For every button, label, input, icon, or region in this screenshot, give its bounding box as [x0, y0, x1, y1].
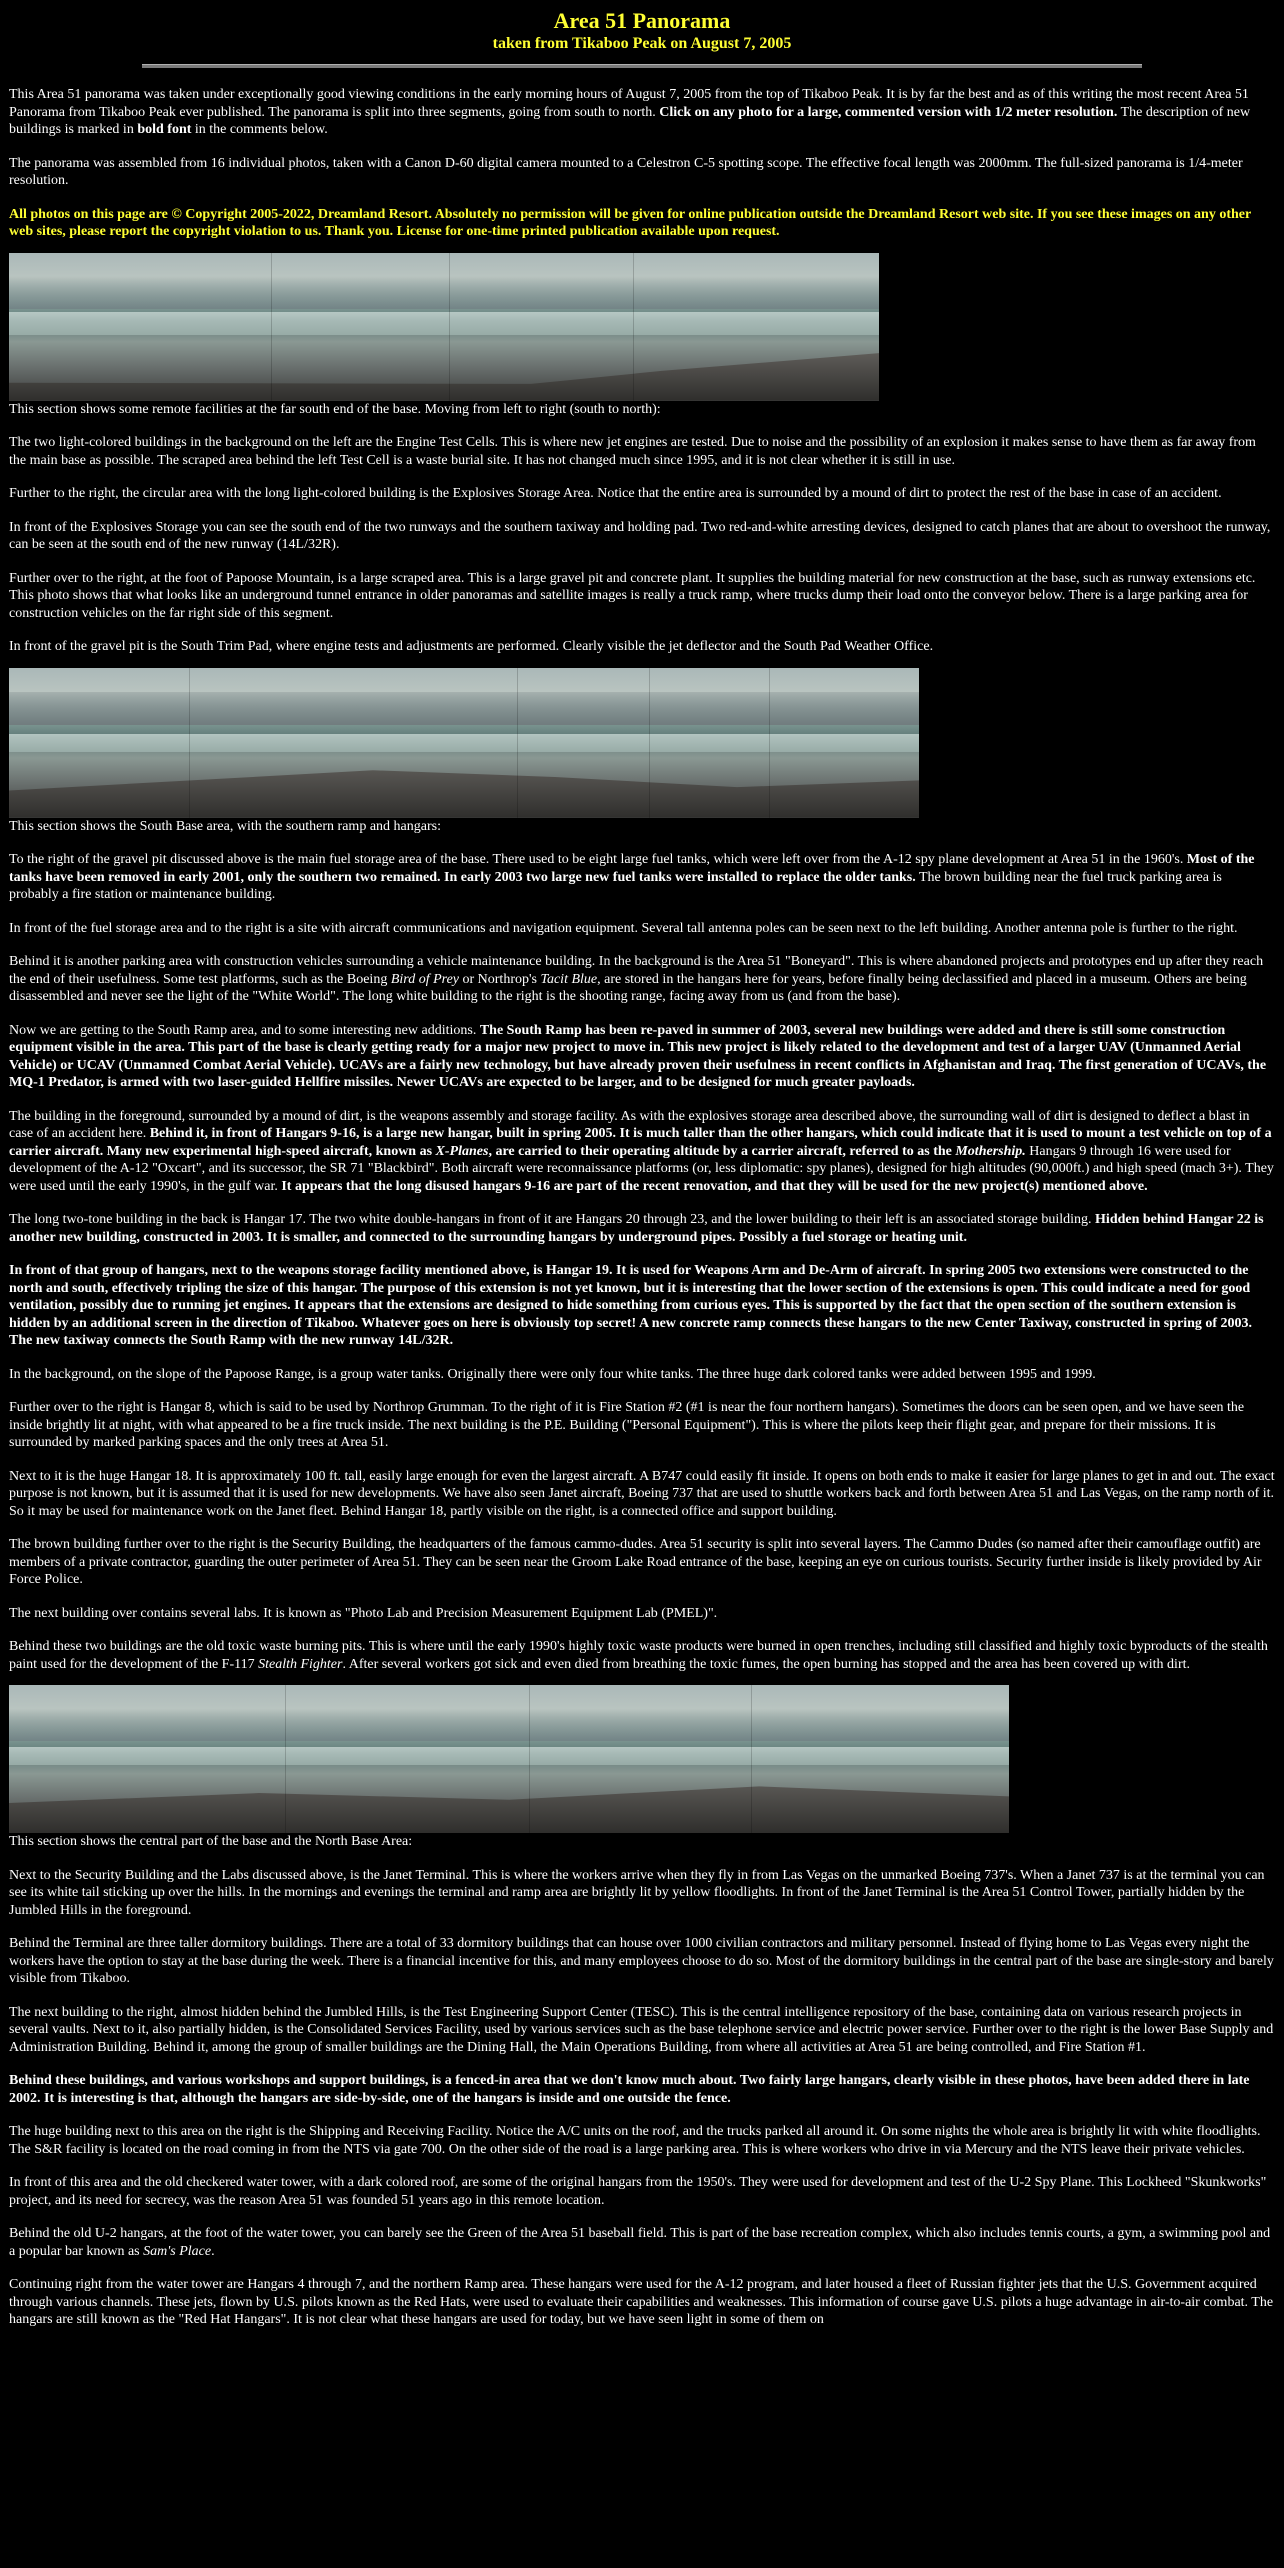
sec1-p2: Further to the right, the circular area with the long light-colored building is the Explosives Storage Area. Notice that the entire area is surrounded by a mound of dirt to protect the rest of the base in case of an accident. — [9, 486, 1222, 501]
sec2-p12: The next building over contains several labs. It is known as "Photo Lab and Precision Measurement Equipment Lab (PMEL)". — [9, 1605, 718, 1621]
sec2-p9: Further over to the right is Hangar 8, which is said to be used by Northrop Grumman. To the right of it is Fire Station #2 (#1 is near the four northern hangars). Sometimes the doors can be seen open, and we have seen the inside brightly lit at night, with what appeared to be a fire truck inside. The next building is the P.E. Building ("Personal Equipment"). This is where the pilots keep their flight gear, and prepare for their missions. It is surrounded by marked parking spaces and the only trees at Area 51. — [9, 1400, 1245, 1450]
sec2-p5: The building in the foreground, surrounded by a mound of dirt, is the weapons assembly and storage facility. As with the explosives storage area described above, the surrounding wall of dirt is designed to deflect a blast in case of an accident here. Behind it, in front of Hangars 9-16, is a large new hangar, built in spring 2005. It is much taller than the other hangars, which could indicate that it is used to mount a test vehicle on top of a carrier aircraft. Many new experimental high-speed aircraft, known as X-Planes, are carried to their operating altitude by a carrier aircraft, referred to as the Mothership. Hangars 9 through 16 were used for development of the A-12 "Oxcart", and its successor, the SR 71 "Blackbird". Both aircraft were reconnaissance platforms (or, less diplomatic: spy planes), designed for high altitudes (90,000ft.) and high speed (mach 3+). They were used until the early 1990's, in the gulf war. It appears that the long disused hangars 9-16 are part of the recent renovation, and that they will be used for the new project(s) mentioned above. — [9, 1108, 1274, 1194]
page-title: Area 51 Panorama — [553, 8, 731, 33]
sec3-p8: Continuing right from the water tower are Hangars 4 through 7, and the northern Ramp area. These hangars were used for the A-12 program, and later housed a fleet of Russian fighter jets that the U.S. Government acquired through various channels. These jets, flown by U.S. pilots known as the Red Hats, were used to evaluate their capabilities and weaknesses. This information of course gave U.S. pilots a huge advantage in air-to-air combat. The hangars are still known as the "Red Hat Hangars". It is not clear what these hangars are used for today, but we have seen light in some of them on — [9, 2277, 1274, 2327]
sec3-p2: Behind the Terminal are three taller dormitory buildings. There are a total of 33 dormitory buildings that can house over 1000 civilian contractors and military personnel. Instead of flying home to Las Vegas every night the workers have the option to stay at the base during the week. There is a financial incentive for this, and many employees choose to do so. Most of the dormitory buildings in the central part of the base are single-story and barely visible from Tikaboo. — [9, 1936, 1274, 1986]
south-segment-caption: This section shows some remote facilities at the far south end of the base. Moving from left to right (south to north): — [9, 401, 661, 417]
sec3-p7: Behind the old U-2 hangars, at the foot of the water tower, you can barely see the Green of the Area 51 baseball field. This is part of the base recreation complex, which also includes tennis courts, a gym, a swimming pool and a popular bar known as Sam's Place. — [9, 2226, 1271, 2259]
sec2-p13: Behind these two buildings are the old toxic waste burning pits. This is where until the early 1990's highly toxic waste products were burned in open trenches, including still classified and highly toxic byproducts of the stealth paint used for the development of the F-117 Stealth Fighter. After several workers got sick and even died from breathing the toxic fumes, the open burning has stopped and the area has been covered up with dirt. — [9, 1639, 1268, 1672]
sec2-p4: Now we are getting to the South Ramp area, and to some interesting new additions. The South Ramp has been re-paved in summer of 2003, several new buildings were added and there is still some construction equipment visible in the area. This part of the base is clearly getting ready for a major new project to move in. This new project is likely related to the development and test of a larger UAV (Unmanned Aerial Vehicle) or UCAV (Unmanned Combat Aerial Vehicle). UCAVs are a fairly new technology, but have already proven their usefulness in recent conflicts in Afghanistan and Iraq. The first generation of UCAVs, the MQ-1 Predator, is armed with two laser-guided Hellfire missiles. Newer UCAVs are expected to be larger, and to be designed for much greater payloads. — [9, 1022, 1267, 1090]
south-base-caption: This section shows the South Base area, with the southern ramp and hangars: — [9, 818, 441, 834]
sec1-p5: In front of the gravel pit is the South Trim Pad, where engine tests and adjustments are performed. Clearly visible the jet deflector and the South Pad Weather Office. — [9, 639, 934, 654]
sec1-p4: Further over to the right, at the foot of Papoose Mountain, is a large scraped area. This is a large gravel pit and concrete plant. It supplies the building material for new construction at the base, such as runway extensions etc. This photo shows that what looks like an underground tunnel entrance in older panoramas and satellite images is really a truck ramp, where trucks dump their load onto the conveyor below. There is a large parking area for construction vehicles on the far right side of this segment. — [9, 570, 1256, 621]
sec3-p3: The next building to the right, almost hidden behind the Jumbled Hills, is the Test Engineering Support Center (TESC). This is the central intelligence repository of the base, containing data on various research projects in several vaults. Next to it, also partially hidden, is the Consolidated Services Facility, used by various services such as the base telephone service and electric power service. Further over to the right is the lower Base Supply and Administration Building. Behind it, among the group of smaller buildings are the Dining Hall, the Main Operations Building, from where all activities at Area 51 are being controlled, and Fire Station #1. — [9, 2004, 1274, 2055]
sec3-p4: Behind these buildings, and various workshops and support buildings, is a fenced-in area that we don't know much about. Two fairly large hangars, clearly visible in these photos, have been added there in late 2002. It is interesting is that, although the hangars are side-by-side, one of the hangars is inside and one outside the fence. — [9, 2073, 1250, 2106]
page-header — [9, 8, 1275, 54]
sec3-p6: In front of this area and the old checkered water tower, with a dark colored roof, are some of the original hangars from the 1950's. They were used for development and test of the U-2 Spy Plane. This Lockheed "Skunkworks" project, and its need for secrecy, was the reason Area 51 was founded 51 years ago in this remote location. — [9, 2175, 1267, 2208]
sec2-p6: The long two-tone building in the back is Hangar 17. The two white double-hangars in front of it are Hangars 20 through 23, and the lower building to their left is an associated storage building. Hidden behind Hangar 22 is another new building, constructed in 2003. It is smaller, and connected to the surrounding hangars by underground pipes. Possibly a fuel storage or heating unit. — [9, 1212, 1264, 1245]
sec3-p1: Next to the Security Building and the Labs discussed above, is the Janet Terminal. This is where the workers arrive when they fly in from Las Vegas on the unmarked Boeing 737's. When a Janet 737 is at the terminal you can see its white tail sticking up over the hills. In the mornings and evenings the terminal and ramp area are brightly lit by yellow floodlights. In front of the Janet Terminal is the Area 51 Control Tower, partially hidden by the Jumbled Hills in the foreground. — [9, 1867, 1265, 1918]
intro-camera-paragraph: The panorama was assembled from 16 individual photos, taken with a Canon D-60 digital camera mounted to a Celestron C-5 spotting scope. The effective focal length was 2000mm. The full-sized panorama is 1/4-meter resolution. — [9, 155, 1243, 188]
sec2-p7: In front of that group of hangars, next to the weapons storage facility mentioned above, is Hangar 19. It is used for Weapons Arm and De-Arm of aircraft. In spring 2005 two extensions were constructed to the north and south, effectively tripling the size of this hangar. The purpose of this extension is not yet known, but it is interesting that the lower section of the extensions is open. This could indicate a need for good ventilation, possibly due to running jet engines. It appears that the extensions are designed to hide something from curious eyes. This is supported by the fact that the open section of the southern extension is hidden by an additional screen in the direction of Tikaboo. Whatever goes on here is obviously top secret! A new concrete ramp connects these hangars to the new Center Taxiway, constructed in spring of 2003. The new taxiway connects the South Ramp with the new runway 14L/32R. — [9, 1263, 1253, 1348]
sec2-p1: To the right of the gravel pit discussed above is the main fuel storage area of the base. There used to be eight large fuel tanks, which were left over from the A-12 spy plane development at Area 51 in the 1960's. Most of the tanks have been removed in early 2001, only the southern two remained. In early 2003 two large new fuel tanks were installed to replace the older tanks. The brown building near the fuel truck parking area is probably a fire station or maintenance building. — [9, 852, 1255, 902]
sec2-p10: Next to it is the huge Hangar 18. It is approximately 100 ft. tall, easily large enough for even the largest aircraft. A B747 could easily fit inside. It opens on both ends to make it easier for large planes to get in and out. The exact purpose is not known, but it is assumed that it is used for new developments. We have also seen Janet aircraft, Boeing 737 that are used to shuttle workers back and forth between Area 51 and Las Vegas, on the ramp north of it. So it may be used for maintenance work on the Janet fleet. Behind Hangar 18, partly visible on the right, is a connected office and support building. — [9, 1468, 1275, 1519]
copyright-notice: All photos on this page are © Copyright 2005-2022, Dreamland Resort. Absolutely no permission will be given for online publication outside the Dreamland Resort web site. If you see these images on any other web sites, please report the copyright violation to us. Thank you. License for one-time printed publication available upon request. — [9, 206, 1251, 239]
south-base-photo[interactable] — [9, 668, 919, 818]
horizontal-rule — [142, 64, 1142, 68]
intro-paragraph: This Area 51 panorama was taken under exceptionally good viewing conditions in the early morning hours of August 7, 2005 from the top of Tikaboo Peak. It is by far the best and as of this writing the most recent Area 51 Panorama from Tikaboo Peak ever published. The panorama is split into three segments, going from south to north. Click on any photo for a large, commented version with 1/2 meter resolution. The description of new buildings is marked in bold font in the comments below. — [9, 87, 1251, 137]
sec2-p2: In front of the fuel storage area and to the right is a site with aircraft communications and navigation equipment. Several tall antenna poles can be seen next to the left building. Another antenna pole is further to the right. — [9, 920, 1238, 936]
sec2-p8: In the background, on the slope of the Papoose Range, is a group water tanks. Originally there were only four white tanks. The three huge dark colored tanks were added between 1995 and 1999. — [9, 1366, 1096, 1382]
north-base-photo[interactable] — [9, 1685, 1009, 1833]
north-base-caption: This section shows the central part of the base and the North Base Area: — [9, 1834, 413, 1849]
sec3-p5: The huge building next to this area on the right is the Shipping and Receiving Facility. Notice the A/C units on the roof, and the trucks parked all around it. On some nights the whole area is brightly lit with white floodlights. The S&R facility is located on the road coming in from the NTS via gate 700. On the other side of the road is a large parking area. This is where workers who drive in via Mercury and the NTS leave their private vehicles. — [9, 2124, 1261, 2157]
sec2-p11: The brown building further over to the right is the Security Building, the headquarters of the famous cammo-dudes. Area 51 security is split into several layers. The Cammo Dudes (so named after their camouflage outfit) are members of a private contractor, guarding the outer perimeter of Area 51. They can be seen near the Groom Lake Road entrance of the base, keeping an eye on curious tourists. Security further inside is likely provided by Air Force Police. — [9, 1537, 1262, 1587]
sec1-p1: The two light-colored buildings in the background on the left are the Engine Test Cells. This is where new jet engines are tested. Due to noise and the possibility of an explosion it makes sense to have them as far away from the main base as possible. The scraped area behind the left Test Cell is a waste burial site. It has not changed much since 1995, and it is not clear whether it is still in use. — [9, 435, 1256, 468]
sec2-p3: Behind it is another parking area with construction vehicles surrounding a vehicle maintenance building. In the background is the Area 51 "Boneyard". This is where abandoned projects and prototypes end up after they reach the end of their usefulness. Some test platforms, such as the Boeing Bird of Prey or Northrop's Tacit Blue, are stored in the hangars here for years, before finally being declassified and placed in a museum. Others are being disassembled and never see the light of the "White World". The long white building to the right is the shooting range, facing away from us (and from the base). — [9, 954, 1264, 1004]
south-segment-photo[interactable] — [9, 253, 879, 401]
page-subtitle: taken from Tikaboo Peak on August 7, 2005 — [492, 35, 792, 52]
sec1-p3: In front of the Explosives Storage you can see the south end of the two runways and the southern taxiway and holding pad. Two red-and-white arresting devices, designed to catch planes that are about to overshoot the runway, can be seen at the south end of the new runway (14L/32R). — [9, 519, 1271, 552]
